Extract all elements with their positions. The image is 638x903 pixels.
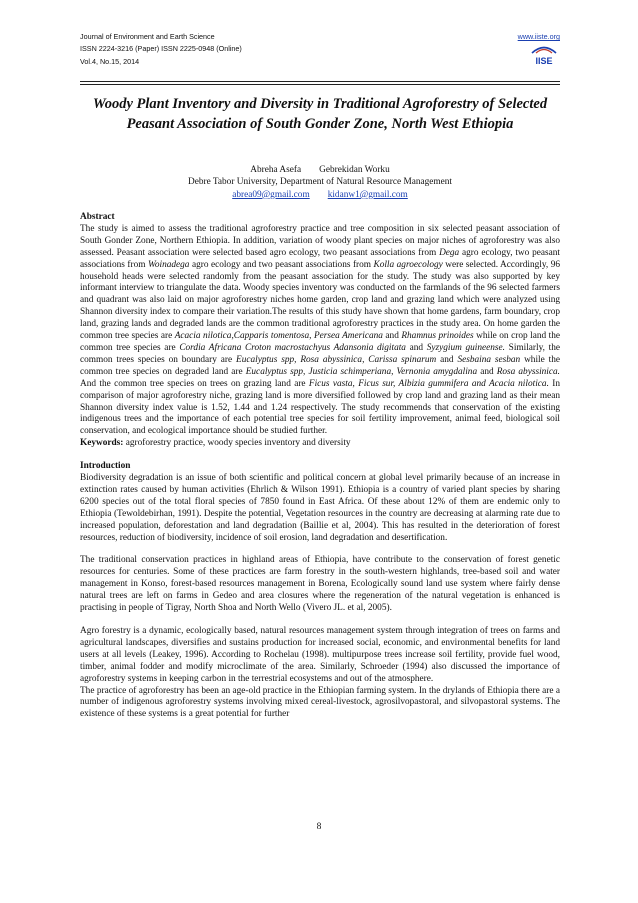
intro-paragraph-4: The practice of agroforestry has been an age-old practice in the Ethiopian farming system. In the drylands of Ethiopia there are a number of indigenous agroforestry systems involving mixed cereal-livestock, agrosilvopastoral, and silvopastoral systems. The existence of these systems is a great potential for further	[80, 685, 560, 720]
paper-body	[80, 212, 560, 721]
journal-name: Journal of Environment and Earth Science	[80, 32, 215, 41]
email-1[interactable]: abrea09@gmail.com	[232, 189, 310, 200]
intro-paragraph-1: Biodiversity degradation is an issue of both scientific and political concern at global level primarily because of an increase in extinction rates caused by human activities (Ehrlich & Wilson 1991). Ethiopia is a country of varied plant species by sharing 6200 species out of the total floral species of 7850 found in East Africa. Of these about 12% of them are endemic only to Ethiopia (Tewoldebirhan, 1991). Despite the potential, Vegetation resources in the country are decreasing at alarming rate due to increased population, deforestation and land degradation (Baillie et al, 2004). This has resulted in the deterioration of forest resources, reduction of biodiversity, incidence of soil erosion, land degradation and desertification.	[80, 473, 560, 543]
keywords	[80, 438, 560, 450]
header-rule	[80, 81, 560, 85]
keywords-text: agroforestry practice, woody species inventory and diversity	[123, 438, 351, 449]
page-number: 8	[316, 822, 322, 832]
author-block	[80, 164, 560, 201]
email-2[interactable]: kidanw1@gmail.com	[327, 189, 408, 200]
journal-header	[80, 31, 560, 89]
affiliation: Debre Tabor University, Department of Natural Resource Management	[188, 177, 452, 188]
website-link[interactable]: www.iiste.org	[517, 32, 560, 41]
journal-issn: ISSN 2224-3216 (Paper) ISSN 2225-0948 (Online)	[80, 44, 242, 54]
logo-text: IISE	[535, 56, 553, 66]
journal-info	[80, 31, 242, 68]
abstract-text: The study is aimed to assess the traditional agroforestry practice and tree composition in six selected peasant association of South Gonder Zone, Northern Ethiopia. In addition, variation of woody plant species on major niches of agroforestry was also assessed. Peasant association were selected based agro ecology, two peasant associations from Dega agro ecology, two peasant associations from Woinadega agro ecology and two peasant associations from Kolla agroecology were selected. Accordingly, 96 household heads were selected randomly from the peasant association for the study. The study was also supported by key informant interview to triangulate the data. Woody species inventory was conducted on the farmlands of the 96 selected farmers and quadrant was also laid on major agroforestry niches home garden, crop land and grazing land which were analyzed using Shannon diversity index to compare their variation.The results of this study have shown that home gardens, farm boundary, crop land, grazing lands and degraded lands are the common traditional agroforestry practices in the study area. On home garden the common tree species are Acacia nilotica,Capparis tomentosa, Persea Americana and Rhamnus prinoides while on crop land the common tree species are Cordia Africana Croton macrostachyus Adansonia digitata and Syzygium guineense. Similarly, the common trees species on boundary are Eucalyptus spp, Rosa abyssinica, Carissa spinarum and Sesbaina sesban while the common tree species on degraded land are Eucalyptus spp, Justicia schimperiana, Vernonia amygdalina and Rosa abyssinica. And the common tree species on trees on grazing land are Ficus vasta, Ficus sur, Albizia gummifera and Acacia nilotica. In comparison of major agroforestry niche, grazing land is more diversified followed by crop land and grazing land as their mean Shannon diversity index value is 1.52, 1.44 and 1.24 respectively. The study recommends that conservation of the existing indigenous trees and the importance of each potential tree species for soil fertility improvement, animal feed, biological soil conservation, and ecological importance should be studied further.	[80, 223, 560, 437]
paper-title: Woody Plant Inventory and Diversity in Traditional Agroforestry of Selected Peasant Association of South Gonder Zone, North West Ethiopia	[92, 96, 548, 132]
intro-paragraph-2: The traditional conservation practices in highland areas of Ethiopia, have contribute to the conservation of forest genetic resources for centuries. Some of these practices are farm forestry in the south-western highlands, tree-based soil and water management in Konso, forest-based resources management in Borena, Ecologically sound land use system where fairly dense natural trees are left on farms in Gedeo and area closures where the regeneration of the natural vegetation is enhanced is practising in people of Tigray, North Shoa and North Wello (Vivero JL. et al, 2005).	[80, 555, 560, 614]
author-1: Abreha Asefa	[250, 165, 302, 175]
abstract-heading: Abstract	[80, 212, 115, 222]
introduction-heading: Introduction	[80, 461, 131, 472]
keywords-label: Keywords:	[80, 438, 124, 449]
author-2: Gebrekidan Worku	[319, 165, 390, 175]
intro-paragraph-3: Agro forestry is a dynamic, ecologically based, natural resources management system through integration of trees on farms and agricultural landscapes, diversifies and sustains production for increased social, economic, and environmental benefits for land users at all levels (Leakey, 1996). According to Rochelau (1998). multipurpose trees increase soil fertility, provide fuel wood, timber, animal fodder and modify microclimate of the area. Similarly, Schroeder (1994) also discussed the importance of agroforestry systems in keeping carbon in the terrestrial ecosystems and out of the atmosphere.	[80, 626, 560, 684]
iiste-logo-icon	[528, 44, 560, 66]
journal-volume: Vol.4, No.15, 2014	[80, 56, 140, 66]
